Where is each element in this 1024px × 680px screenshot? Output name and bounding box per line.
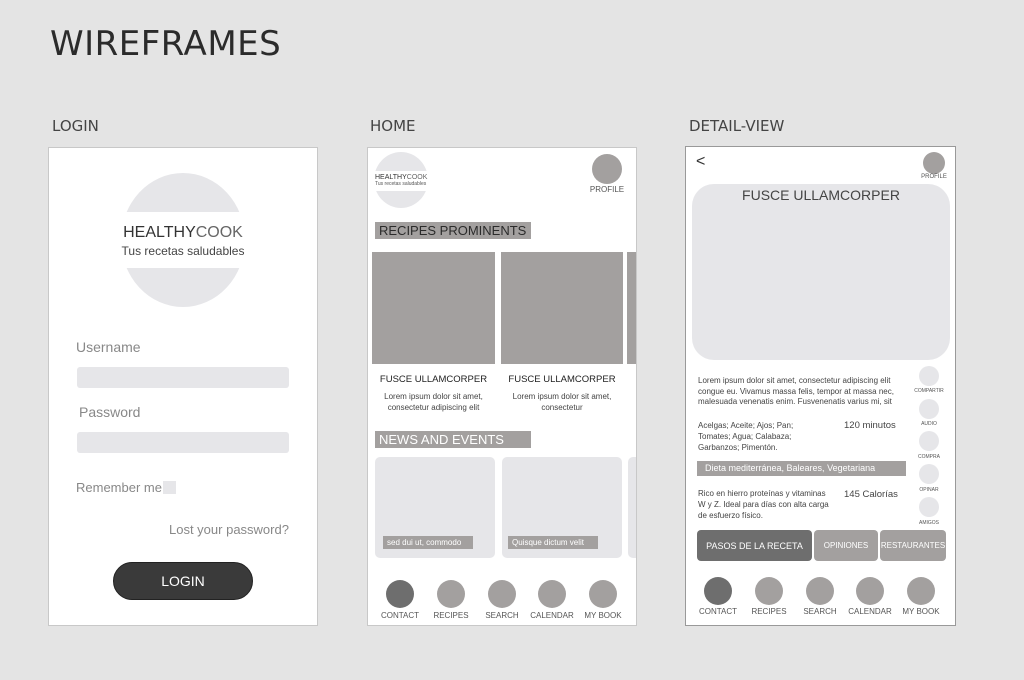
recipe-desc: Lorem ipsum dolor sit amet, consectetur [512, 392, 612, 412]
hero-title: FUSCE ULLAMCORPER [742, 187, 900, 203]
profile-label: PROFILE [921, 174, 947, 180]
recipes-nav-icon[interactable] [755, 577, 783, 605]
action-label-audio: AUDIO [921, 421, 937, 427]
diet-tag: Dieta mediterránea, Baleares, Vegetariana [697, 461, 906, 476]
calendar-nav-icon[interactable] [856, 577, 884, 605]
recipes-nav-icon[interactable] [437, 580, 465, 608]
login-screen-label: LOGIN [52, 117, 99, 135]
nav-label-mybook: MY BOOK [584, 611, 622, 620]
home-tagline: Tus recetas saludables [375, 181, 427, 187]
recipe-card-image[interactable] [372, 252, 495, 364]
login-screen [48, 147, 318, 626]
nav-label-mybook: MY BOOK [902, 607, 940, 616]
nav-label-calendar: CALENDAR [530, 611, 574, 620]
nav-label-calendar: CALENDAR [848, 607, 892, 616]
nav-label-recipes: RECIPES [751, 607, 787, 616]
ingredients-text: Acelgas; Aceite; Ajos; Pan; Tomates; Agua; Calabaza; Garbanzos; Pimentón. [698, 421, 794, 452]
app-logo [109, 224, 257, 242]
time-text: 120 minutos [844, 420, 896, 431]
home-logo-bold: HEALTHY [375, 174, 407, 181]
search-nav-icon[interactable] [806, 577, 834, 605]
recipe-title: FUSCE ULLAMCORPER [379, 374, 488, 385]
username-label: Username [76, 339, 141, 355]
news-caption: sed dui ut, commodo [383, 536, 473, 549]
calories-text: 145 Calorías [844, 489, 898, 500]
recipe-description: Lorem ipsum dolor sit amet, consectetur adipiscing elit congue eu. Vivamus massa felis, tempor at massa nec, malesuada venenatis enim. Fusvenenatis varius mi, sit [698, 376, 894, 406]
profile-avatar[interactable] [592, 154, 622, 184]
mybook-nav-icon[interactable] [907, 577, 935, 605]
home-logo-light: COOK [406, 174, 428, 181]
login-button[interactable]: LOGIN [113, 562, 253, 600]
mybook-nav-icon[interactable] [589, 580, 617, 608]
page-title: WIREFRAMES [50, 24, 282, 64]
logo-band [109, 212, 257, 268]
profile-label: PROFILE [589, 185, 625, 194]
logo-light-text: COOK [195, 224, 243, 241]
action-label-buy: COMPRA [918, 454, 940, 460]
tab-recipe-steps[interactable]: PASOS DE LA RECETA [697, 530, 812, 561]
password-input[interactable] [77, 432, 289, 453]
back-icon[interactable]: < [696, 153, 706, 170]
nav-label-search: SEARCH [803, 607, 837, 616]
contact-nav-icon[interactable] [386, 580, 414, 608]
cart-icon[interactable] [919, 431, 939, 451]
remember-checkbox[interactable] [163, 481, 176, 494]
recipe-desc: Lorem ipsum dolor sit amet, consectetur adipiscing elit [384, 392, 483, 412]
nav-label-contact: CONTACT [698, 607, 738, 616]
news-card[interactable] [502, 457, 622, 558]
hero-image [692, 184, 950, 360]
review-icon[interactable] [919, 464, 939, 484]
news-heading: NEWS AND EVENTS [375, 431, 531, 448]
recipe-card-image-partial[interactable] [627, 252, 637, 364]
username-input[interactable] [77, 367, 289, 388]
logo-bold-text: HEALTHY [123, 224, 196, 241]
action-label-share: COMPARTIR [914, 388, 944, 394]
profile-avatar[interactable] [923, 152, 945, 174]
nav-label-search: SEARCH [485, 611, 519, 620]
home-logo-band [372, 171, 430, 191]
recipe-title: FUSCE ULLAMCORPER [508, 374, 616, 385]
detail-screen-label: DETAIL-VIEW [689, 117, 785, 135]
nav-label-recipes: RECIPES [433, 611, 469, 620]
contact-nav-icon[interactable] [704, 577, 732, 605]
news-card[interactable] [375, 457, 495, 558]
home-app-logo [375, 174, 430, 181]
recipe-card-image[interactable] [501, 252, 623, 364]
tagline: Tus recetas saludables [121, 244, 245, 258]
recipes-heading: RECIPES PROMINENTS [375, 222, 531, 239]
tab-reviews[interactable]: OPINIONES [814, 530, 878, 561]
news-caption: Quisque dictum velit [508, 536, 598, 549]
remember-label: Remember me [76, 480, 162, 495]
nav-label-contact: CONTACT [380, 611, 420, 620]
home-screen [367, 147, 637, 626]
action-label-review: OPINAR [919, 487, 939, 493]
detail-screen [685, 146, 956, 626]
lost-password-link[interactable]: Lost your password? [169, 522, 289, 537]
audio-icon[interactable] [919, 399, 939, 419]
news-card-partial[interactable] [628, 457, 637, 558]
nutrition-text: Rico en hierro proteínas y vitaminas W y Z. Ideal para días con alta carga de esfuerzo físico. [698, 489, 829, 520]
friends-icon[interactable] [919, 497, 939, 517]
password-label: Password [79, 404, 141, 420]
tab-restaurants[interactable]: RESTAURANTES [880, 530, 946, 561]
home-screen-label: HOME [370, 117, 416, 135]
share-icon[interactable] [919, 366, 939, 386]
calendar-nav-icon[interactable] [538, 580, 566, 608]
search-nav-icon[interactable] [488, 580, 516, 608]
action-label-friends: AMIGOS [918, 520, 939, 526]
